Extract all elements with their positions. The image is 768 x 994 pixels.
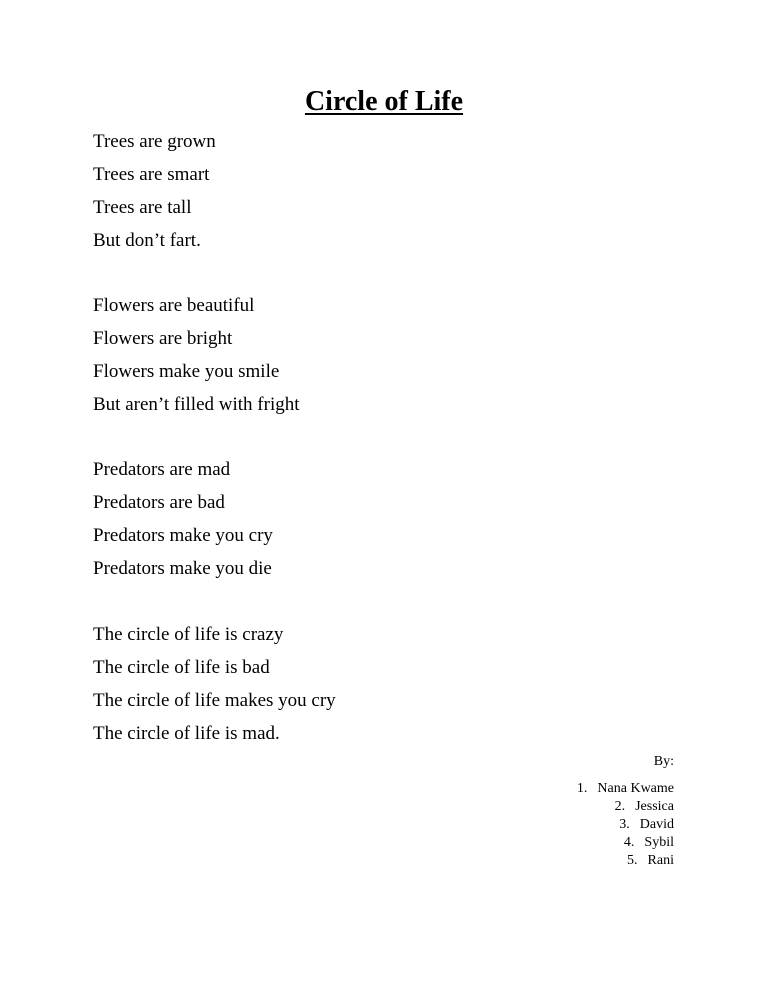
- stanza-3: [93, 453, 273, 585]
- author-name: Rani: [647, 853, 674, 868]
- poem-line: Predators are bad: [93, 492, 225, 513]
- author-item: [577, 834, 674, 852]
- author-item: [577, 852, 674, 870]
- author-name: David: [639, 817, 674, 832]
- poem-line: Trees are smart: [93, 164, 210, 185]
- poem-title: Circle of Life: [304, 86, 464, 117]
- stanza-2: [93, 289, 300, 421]
- author-number: 5.: [627, 853, 638, 868]
- author-number: 2.: [614, 799, 626, 814]
- author-name: Nana Kwame: [597, 781, 674, 796]
- author-item: [577, 780, 674, 798]
- poem-line: The circle of life makes you cry: [93, 690, 336, 711]
- by-label: By:: [653, 754, 674, 769]
- poem-line: Flowers make you smile: [93, 361, 280, 382]
- author-name: Sybil: [644, 835, 674, 850]
- poem-line: Predators make you cry: [93, 525, 273, 546]
- poem-line: Predators make you die: [93, 558, 272, 579]
- poem-line: The circle of life is crazy: [93, 624, 284, 645]
- poem-line: Trees are grown: [93, 131, 216, 152]
- poem-line: But don’t fart.: [93, 230, 201, 251]
- stanza-4: [93, 618, 336, 750]
- author-name: Jessica: [635, 799, 674, 814]
- poem-line: Flowers are beautiful: [93, 295, 255, 316]
- author-number: 4.: [623, 835, 635, 850]
- stanza-1: [93, 125, 216, 257]
- author-item: [577, 798, 674, 816]
- poem-line: Flowers are bright: [93, 328, 233, 349]
- author-number: 3.: [619, 817, 630, 832]
- poem-line: But aren’t filled with fright: [93, 394, 300, 415]
- poem-line: The circle of life is bad: [93, 657, 270, 678]
- poem-line: Predators are mad: [93, 459, 231, 480]
- poem-line: Trees are tall: [93, 197, 192, 218]
- poem-line: The circle of life is mad.: [93, 723, 280, 744]
- author-list: [577, 780, 674, 870]
- author-number: 1.: [576, 781, 588, 796]
- author-item: [577, 816, 674, 834]
